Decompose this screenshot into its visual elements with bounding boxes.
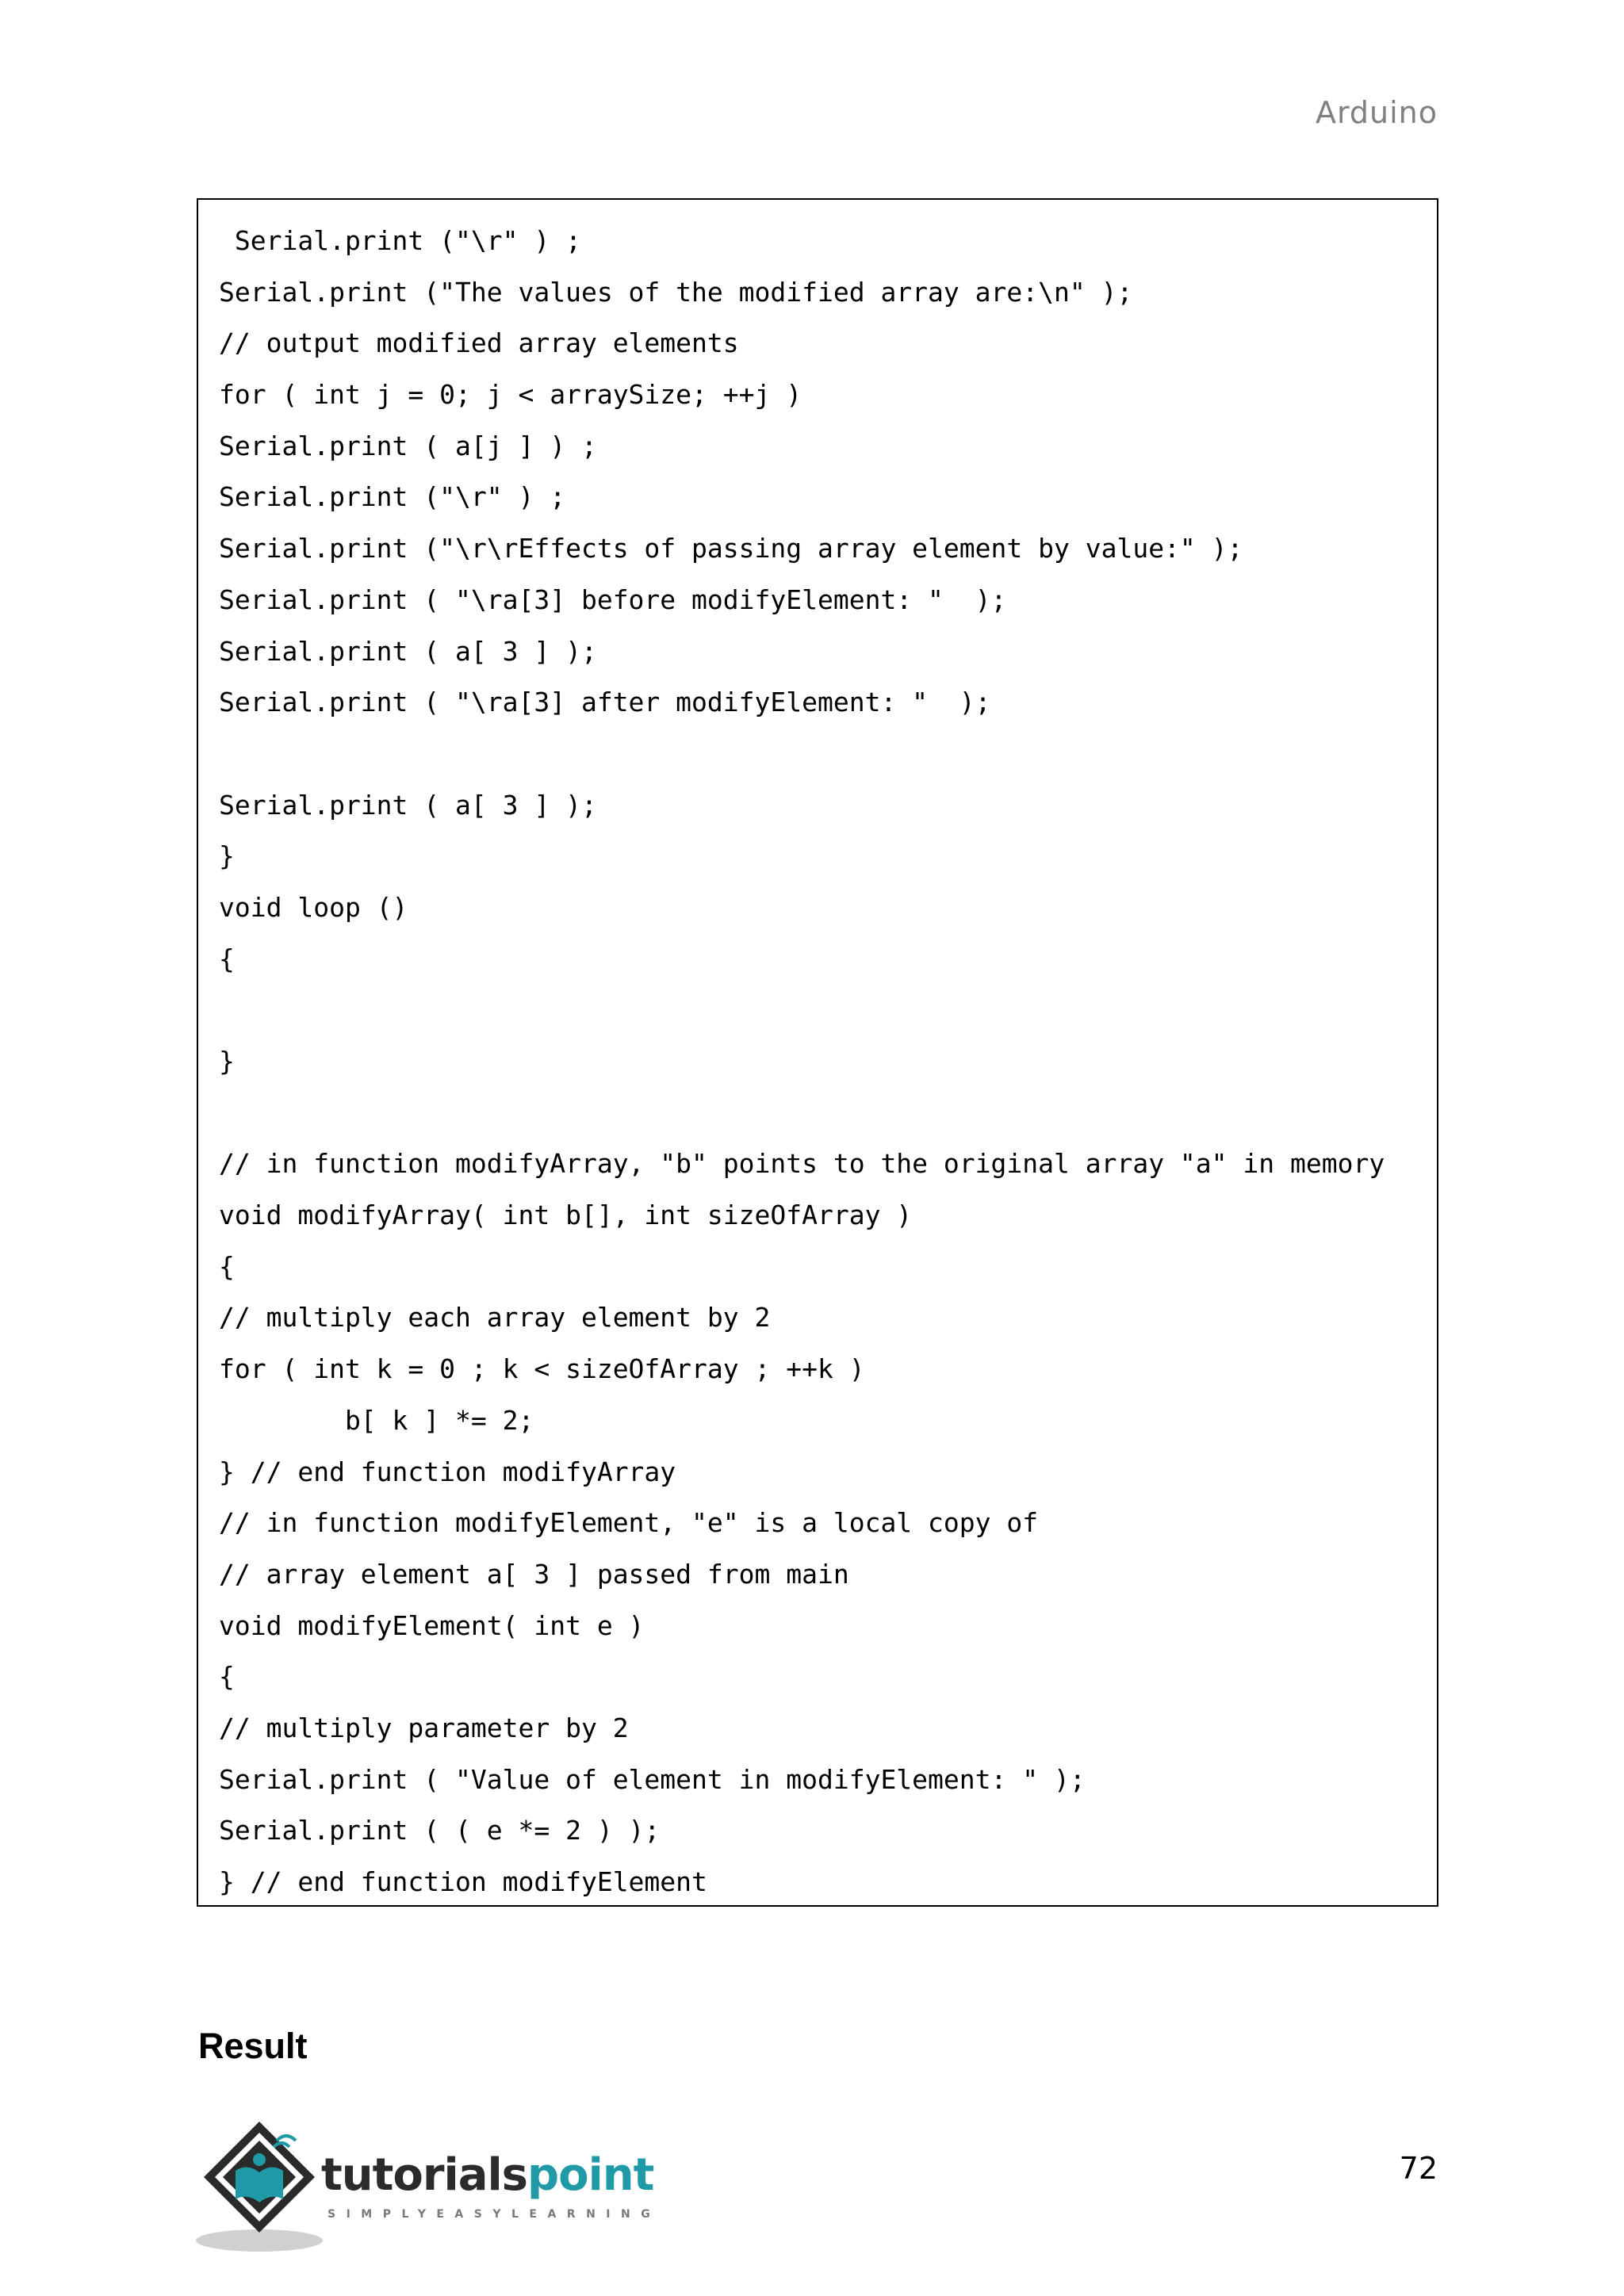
code-line: { xyxy=(219,1661,235,1693)
code-line: for ( int k = 0 ; k < sizeOfArray ; ++k ) xyxy=(219,1353,865,1385)
running-header: Arduino xyxy=(1315,95,1438,130)
code-line: void modifyArray( int b[], int sizeOfArray ) xyxy=(219,1200,913,1231)
code-line: Serial.print ( ( e *= 2 ) ); xyxy=(219,1815,661,1846)
code-line: // multiply parameter by 2 xyxy=(219,1712,629,1743)
code-line: Serial.print ("\r\rEffects of passing array element by value:" ); xyxy=(219,533,1243,564)
code-line: Serial.print ( "Value of element in modifyElement: " ); xyxy=(219,1763,1086,1795)
code-line: { xyxy=(219,1250,235,1282)
code-line: Serial.print ( a[ 3 ] ); xyxy=(219,789,597,821)
code-line: Serial.print ( a[ 3 ] ); xyxy=(219,635,597,667)
tutorialspoint-logo xyxy=(194,2115,661,2258)
code-line: Serial.print ("\r" ) ; xyxy=(219,225,581,256)
code-line: } xyxy=(219,1046,235,1077)
code-line: void modifyElement( int e ) xyxy=(219,1609,645,1641)
code-line xyxy=(219,985,1437,1036)
code-line: void loop () xyxy=(219,891,408,923)
code-line: Serial.print ("The values of the modified array are:\n" ); xyxy=(219,276,1133,308)
code-line: } // end function modifyElement xyxy=(219,1866,707,1897)
page-number: 72 xyxy=(1399,2151,1438,2186)
logo-wordmark xyxy=(321,2149,654,2201)
logo-emblem-icon xyxy=(194,2115,329,2258)
logo-tagline: SIMPLYEASYLEARNING xyxy=(327,2208,661,2221)
code-line: // output modified array elements xyxy=(219,327,739,359)
code-line: } // end function modifyArray xyxy=(219,1456,676,1487)
code-line xyxy=(219,729,1437,780)
code-line: Serial.print ( "\ra[3] after modifyElement: " ); xyxy=(219,687,991,718)
code-line: Serial.print ( "\ra[3] before modifyElement: " ); xyxy=(219,584,1007,615)
logo-word-tutorials: tutorials xyxy=(321,2149,528,2201)
code-block xyxy=(197,198,1438,1907)
code-line: // multiply each array element by 2 xyxy=(219,1302,771,1334)
code-line: // in function modifyElement, "e" is a local copy of xyxy=(219,1507,1039,1539)
code-line: // array element a[ 3 ] passed from main xyxy=(219,1558,849,1590)
section-heading: Result xyxy=(198,2026,308,2066)
logo-word-point: point xyxy=(527,2149,654,2201)
code-line: } xyxy=(219,840,235,872)
code-line: Serial.print ( a[j ] ) ; xyxy=(219,430,597,461)
code-line: b[ k ] *= 2; xyxy=(219,1404,534,1436)
code-line: // in function modifyArray, "b" points to the original array "a" in memory xyxy=(219,1148,1385,1180)
code-line: { xyxy=(219,943,235,974)
code-line: for ( int j = 0; j < arraySize; ++j ) xyxy=(219,379,802,411)
code-line xyxy=(219,1088,1437,1139)
code-line: Serial.print ("\r" ) ; xyxy=(219,481,566,513)
